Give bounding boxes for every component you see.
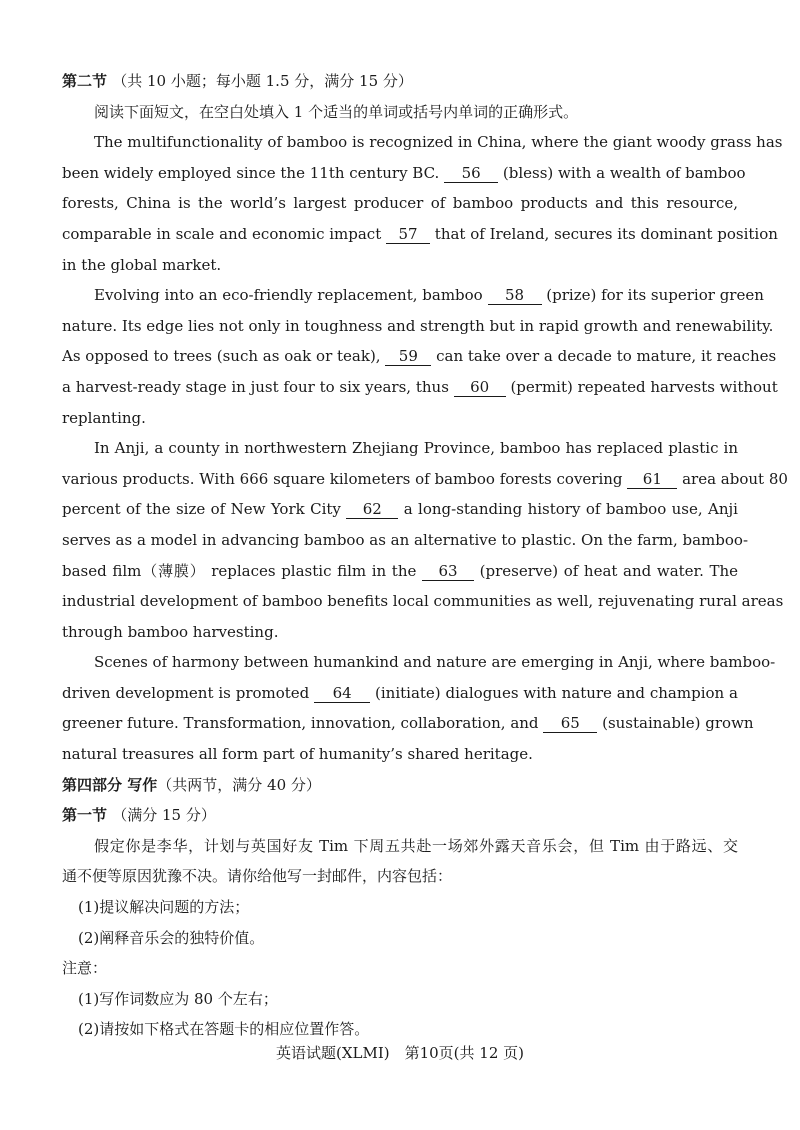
blank-65: 65 (543, 715, 597, 733)
passage-line: based film（薄膜） replaces plastic film in the 63 (preserve) of heat and water. The (62, 561, 738, 580)
notes-heading: 注意： (62, 959, 108, 978)
passage-line: through bamboo harvesting. (62, 622, 279, 641)
page-footer: 英语试题(XLMI) 第10页(共 12 页) (275, 1044, 525, 1062)
task-item-2: (2)阐释音乐会的独特价值。 (78, 928, 265, 947)
passage-line: driven development is promoted 64 (initiate) dialogues with nature and champion a (62, 683, 738, 702)
blank-60: 60 (454, 379, 506, 397)
passage-line: greener future. Transformation, innovation, collaboration, and 65 (sustainable) grown (62, 714, 754, 733)
blank-57: 57 (386, 226, 430, 244)
passage-line: replanting. (62, 408, 146, 427)
passage-line: been widely employed since the 11th century BC. 56 (bless) with a wealth of bamboo (62, 163, 746, 182)
section2-title: 第二节 (62, 72, 108, 90)
passage-line: various products. With 666 square kilometers of bamboo forests covering 61 area about 80 (62, 469, 788, 488)
note-item-1: (1)写作词数应为 80 个左右； (78, 989, 278, 1008)
part4-heading (62, 770, 738, 801)
section2-info: （共 10 小题；每小题 1.5 分，满分 15 分） (112, 72, 413, 90)
section2-heading (62, 66, 738, 97)
blank-58: 58 (488, 287, 542, 305)
note-item-2: (2)请按如下格式在答题卡的相应位置作答。 (78, 1020, 370, 1039)
writing-task: 假定你是李华，计划与英国好友 Tim 下周五共赴一场郊外露天音乐会，但 Tim 由于路远、交 (94, 836, 738, 855)
passage-line: nature. Its edge lies not only in toughness and strength but in rapid growth and renewability. (62, 316, 774, 335)
passage-line: In Anji, a county in northwestern Zhejiang Province, bamboo has replaced plastic in (94, 439, 738, 458)
section1-info: （满分 15 分） (112, 806, 216, 825)
part4-title: 第四部分 (62, 775, 123, 794)
section1-title: 第一节 (62, 806, 108, 825)
passage-line: serves as a model in advancing bamboo as an alternative to plastic. On the farm, bamboo- (62, 530, 749, 549)
passage-line: percent of the size of New York City 62 a long-standing history of bamboo use, Anji (62, 500, 738, 519)
passage-line: in the global market. (62, 255, 222, 274)
blank-59: 59 (385, 348, 431, 366)
blank-56: 56 (444, 165, 498, 183)
blank-63: 63 (422, 563, 474, 581)
blank-64: 64 (314, 685, 370, 703)
passage-line: Evolving into an eco-friendly replacement, bamboo 58 (prize) for its superior green (94, 286, 764, 305)
writing-task: 通不便等原因犹豫不决。请你给他写一封邮件，内容包括： (62, 867, 453, 886)
exam-page (62, 66, 788, 1045)
passage-line: Scenes of harmony between humankind and nature are emerging in Anji, where bamboo- (94, 653, 776, 672)
passage-line: natural treasures all form part of humanity’s shared heritage. (62, 745, 533, 764)
section2-instruction: 阅读下面短文，在空白处填入 1 个适当的单词或括号内单词的正确形式。 (94, 102, 579, 121)
passage-line: The multifunctionality of bamboo is recognized in China, where the giant woody grass has (94, 133, 783, 152)
passage-line: forests, China is the world’s largest producer of bamboo products and this resource, (62, 194, 738, 213)
part4-info: （共两节，满分 40 分） (157, 775, 321, 794)
task-item-1: (1)提议解决问题的方法； (78, 898, 250, 917)
blank-62: 62 (346, 501, 398, 519)
part4-name: 写作 (127, 775, 158, 794)
passage-line: industrial development of bamboo benefits local communities as well, rejuvenating rural areas (62, 592, 784, 611)
passage-line: comparable in scale and economic impact 57 that of Ireland, secures its dominant position (62, 224, 778, 243)
blank-61: 61 (627, 471, 677, 489)
section1-heading (62, 800, 738, 831)
passage-line: a harvest-ready stage in just four to six years, thus 60 (permit) repeated harvests without (62, 377, 778, 396)
passage-line: As opposed to trees (such as oak or teak), 59 can take over a decade to mature, it reaches (62, 347, 777, 366)
